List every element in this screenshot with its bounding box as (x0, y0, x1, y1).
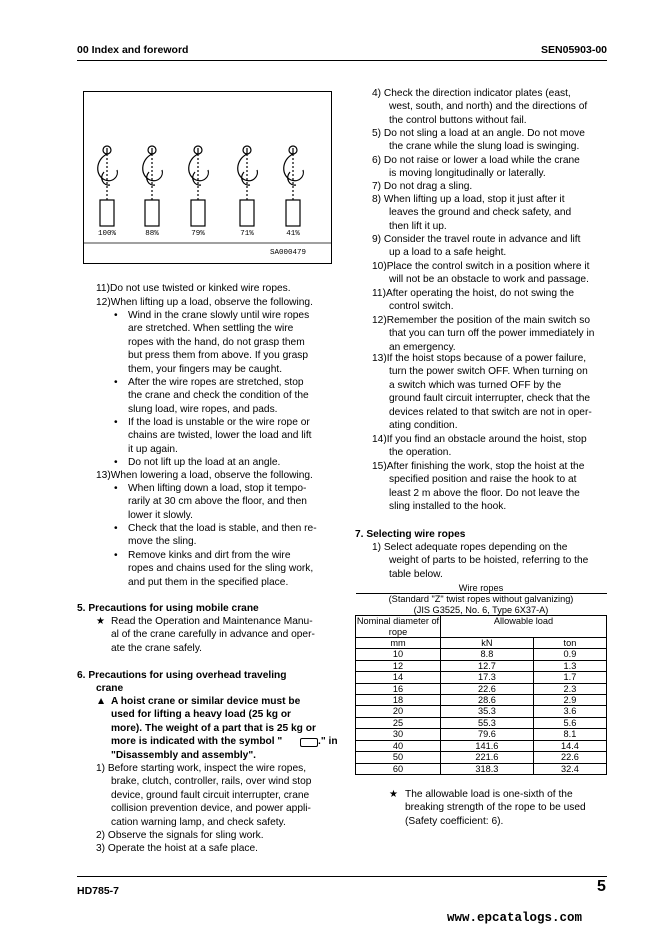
list-item: west, south, and north) and the directions of (389, 101, 588, 113)
table-row (356, 660, 607, 671)
table-cell: 22.6 (533, 752, 606, 763)
list-item: 3) Operate the hoist at a safe place. (96, 843, 258, 855)
list-item: 13)When lowering a load, observe the following. (96, 470, 313, 481)
bullet-item: rarily at 30 cm above the floor, and then (128, 496, 307, 508)
table-cell: 8.8 (441, 649, 534, 660)
sling-angle-figure (83, 91, 332, 264)
list-item: that you can turn off the power immediately in (389, 328, 595, 340)
table-row (356, 717, 607, 728)
table-cell: 10 (356, 649, 441, 660)
table-cell: 141.6 (441, 740, 534, 751)
list-item: an emergency. (389, 341, 456, 353)
bullet-item: ropes with the hand, do not grasp them (128, 336, 305, 348)
table-row (356, 740, 607, 751)
bullet-item: them, your fingers may be caught. (128, 363, 283, 375)
bullet-item: Wind in the crane slowly until wire ropes (128, 310, 310, 321)
table-row (356, 672, 607, 683)
angle-percent-label: 100% (97, 230, 117, 238)
paragraph-line: ate the crane safely. (111, 642, 202, 654)
bullet-item: ropes and chains used for the sling work, (128, 563, 314, 575)
table-cell: 25 (356, 717, 441, 728)
angle-percent-label: 71% (240, 230, 254, 238)
list-item: weight of parts to be hoisted, referring to the (389, 555, 589, 567)
section-heading: 6. Precautions for using overhead traveling (77, 670, 287, 681)
table-cell: 40 (356, 740, 441, 751)
wire-rope-table (355, 583, 607, 775)
warning-icon: ▲ (96, 696, 107, 707)
note-line: The allowable load is one-sixth of the (405, 789, 573, 800)
list-item: is moving longitudinally or laterally. (389, 168, 546, 180)
table-cell: 28.6 (441, 695, 534, 706)
table-cell: 32.4 (533, 763, 606, 774)
header-allowable: Allowable load (441, 616, 607, 638)
table-row (356, 729, 607, 740)
table-cell: 22.6 (441, 683, 534, 694)
table-row (356, 706, 607, 717)
list-item: ating condition. (389, 420, 458, 431)
list-item: turn the power switch OFF. When turning on (389, 366, 588, 378)
table-cell: 3.6 (533, 706, 606, 717)
warning-line: A hoist crane or similar device must be (111, 696, 301, 707)
star-icon: ★ (389, 789, 399, 800)
warning-line: ." in (318, 736, 338, 748)
header-section: 00 Index and foreword (77, 44, 189, 56)
angle-percent-label: 41% (286, 230, 300, 238)
table-cell: 12 (356, 660, 441, 671)
table-cell: 60 (356, 763, 441, 774)
table-cell: 35.3 (441, 706, 534, 717)
table-row (356, 683, 607, 694)
bullet-item: Remove kinks and dirt from the wire (128, 550, 291, 561)
list-item: ground fault circuit interrupter, check that the (389, 393, 591, 405)
bullet-item: chains are twisted, lower the load and lift (128, 430, 312, 442)
load-block (240, 200, 254, 226)
list-item: table below. (389, 568, 443, 580)
table-title-3: (JIS G3525, No. 6, Type 6X37-A) (356, 605, 607, 616)
list-item: specified position and raise the hook to at (389, 474, 577, 486)
table-cell: 20 (356, 706, 441, 717)
header-diameter: Nominal diameter of rope (356, 616, 440, 637)
list-item: 5) Do not sling a load at an angle. Do not move (372, 128, 585, 139)
table-cell: 30 (356, 729, 441, 740)
bullet-item: are stretched. When settling the wire (128, 323, 294, 335)
list-item: control switch. (389, 301, 454, 313)
bullet-item: lower it slowly. (128, 509, 193, 521)
list-item: 15)After finishing the work, stop the hoist at the (372, 461, 585, 472)
list-item: 4) Check the direction indicator plates (east, (372, 88, 571, 99)
list-item: the control buttons without fail. (389, 114, 527, 126)
note-line: (Safety coefficient: 6). (405, 815, 504, 827)
list-item: collision prevention device, and power appli- (111, 803, 311, 815)
bullet-icon: • (114, 483, 118, 494)
list-item: least 2 m above the floor. Do not leave the (389, 487, 580, 499)
figure-code: SA000479 (269, 249, 306, 257)
list-item: 12)When lifting up a load, observe the following. (96, 296, 313, 308)
catalog-url[interactable]: www.epcatalogs.com (447, 911, 583, 925)
list-item: 8) When lifting up a load, stop it just after it (372, 194, 565, 205)
bullet-item: the crane and check the condition of the (128, 390, 309, 402)
table-title-2: (Standard "Z" twist ropes without galvanizing) (388, 594, 574, 605)
bullet-icon: • (114, 310, 118, 321)
list-item: 1) Select adequate ropes depending on the (372, 542, 568, 553)
bullet-icon: • (114, 550, 118, 561)
bullet-item: it up again. (128, 443, 178, 455)
list-item: brake, clutch, controller, rails, over wind stop (111, 776, 312, 788)
list-item: sling installed to the hook. (389, 501, 507, 513)
table-cell: 14 (356, 672, 441, 683)
bullet-item: and put them in the specified place. (128, 576, 289, 588)
section-heading: 5. Precautions for using mobile crane (77, 603, 259, 614)
list-item: 14)If you find an obstacle around the hoist, stop (372, 434, 587, 445)
hook-diagrams (84, 92, 331, 263)
bullet-item: but press them from above. If you grasp (128, 350, 309, 362)
table-cell: 16 (356, 683, 441, 694)
table-cell: 2.9 (533, 695, 606, 706)
table-cell: 0.9 (533, 649, 606, 660)
table-cell: 18 (356, 695, 441, 706)
list-item: 6) Do not raise or lower a load while the crane (372, 155, 580, 166)
table-title-1: Wire ropes (356, 583, 607, 594)
list-item: then lift it up. (389, 220, 447, 232)
header-doc-code: SEN05903-00 (541, 44, 607, 56)
bullet-item: After the wire ropes are stretched, stop (128, 377, 304, 388)
bullet-item: If the load is unstable or the wire rope or (128, 417, 310, 428)
footer-model: HD785-7 (77, 885, 120, 897)
list-item: 9) Consider the travel route in advance and lift (372, 234, 581, 245)
table-cell: 17.3 (441, 672, 534, 683)
heavy-part-symbol-icon (300, 738, 318, 747)
list-item: the operation. (389, 447, 452, 459)
list-item: 2) Observe the signals for sling work. (96, 830, 264, 841)
table-cell: 1.7 (533, 672, 606, 683)
table-cell: 1.3 (533, 660, 606, 671)
bullet-icon: • (114, 457, 118, 468)
bullet-item: When lifting down a load, stop it tempo- (128, 483, 307, 494)
unit-kn: kN (441, 638, 534, 649)
header-rule (77, 60, 607, 61)
list-item: leaves the ground and check safety, and (389, 207, 572, 219)
warning-line: "Disassembly and assembly". (111, 749, 256, 761)
list-item: 11)Do not use twisted or kinked wire ropes. (96, 283, 291, 294)
star-icon: ★ (96, 616, 106, 627)
angle-percent-label: 79% (191, 230, 205, 238)
list-item: devices related to that switch are not in oper- (389, 406, 592, 418)
bullet-item: Do not lift up the load at an angle. (128, 457, 281, 468)
bullet-item: slung load, wire ropes, and pads. (128, 403, 278, 415)
bullet-icon: • (114, 377, 118, 388)
list-item: up a load to a safe height. (389, 247, 507, 259)
paragraph-line: al of the crane carefully in advance and oper- (111, 629, 315, 641)
warning-line: more). The weight of a part that is 25 kg or (111, 722, 316, 734)
bullet-icon: • (114, 417, 118, 428)
angle-percent-label: 88% (145, 230, 159, 238)
load-block (145, 200, 159, 226)
table-row (356, 649, 607, 660)
table-cell: 55.3 (441, 717, 534, 728)
table-cell: 221.6 (441, 752, 534, 763)
table-cell: 12.7 (441, 660, 534, 671)
bullet-item: Check that the load is stable, and then re- (128, 523, 317, 534)
load-block (191, 200, 205, 226)
load-block (100, 200, 114, 226)
table-cell: 5.6 (533, 717, 606, 728)
table-cell: 318.3 (441, 763, 534, 774)
list-item: 10)Place the control switch in a position where it (372, 261, 590, 272)
list-item: cation warning lamp, and check safety. (111, 816, 286, 828)
bullet-item: move the sling. (128, 536, 197, 548)
list-item: 7) Do not drag a sling. (372, 181, 473, 192)
list-item: 12)Remember the position of the main switch so (372, 315, 591, 326)
load-block (286, 200, 300, 226)
table-cell: 79.6 (441, 729, 534, 740)
footer-rule (77, 876, 607, 877)
list-item: 13)If the hoist stops because of a power failure, (372, 353, 587, 364)
warning-line: used for lifting a heavy load (25 kg or (111, 709, 292, 721)
table-cell: 8.1 (533, 729, 606, 740)
list-item: a switch which was turned OFF by the (389, 379, 562, 391)
paragraph-line: Read the Operation and Maintenance Manu- (111, 616, 313, 627)
list-item: the crane while the slung load is swinging. (389, 141, 580, 153)
list-item: 11)After operating the hoist, do not swing the (372, 288, 574, 299)
table-row (356, 763, 607, 774)
table-cell: 14.4 (533, 740, 606, 751)
table-cell: 2.3 (533, 683, 606, 694)
table-cell: 50 (356, 752, 441, 763)
section-heading: 7. Selecting wire ropes (355, 529, 466, 540)
bullet-icon: • (114, 523, 118, 534)
table-row (356, 752, 607, 763)
table-row (356, 695, 607, 706)
page-number: 5 (597, 878, 606, 895)
list-item: device, ground fault circuit interrupter, crane (111, 789, 310, 801)
warning-line: more is indicated with the symbol " (111, 736, 283, 748)
list-item: 1) Before starting work, inspect the wire ropes, (96, 763, 307, 774)
list-item: will not be an obstacle to work and passage. (389, 274, 589, 286)
note-line: breaking strength of the rope to be used (405, 802, 586, 814)
unit-mm: mm (356, 638, 441, 649)
section-heading: crane (96, 683, 124, 695)
unit-ton: ton (533, 638, 606, 649)
